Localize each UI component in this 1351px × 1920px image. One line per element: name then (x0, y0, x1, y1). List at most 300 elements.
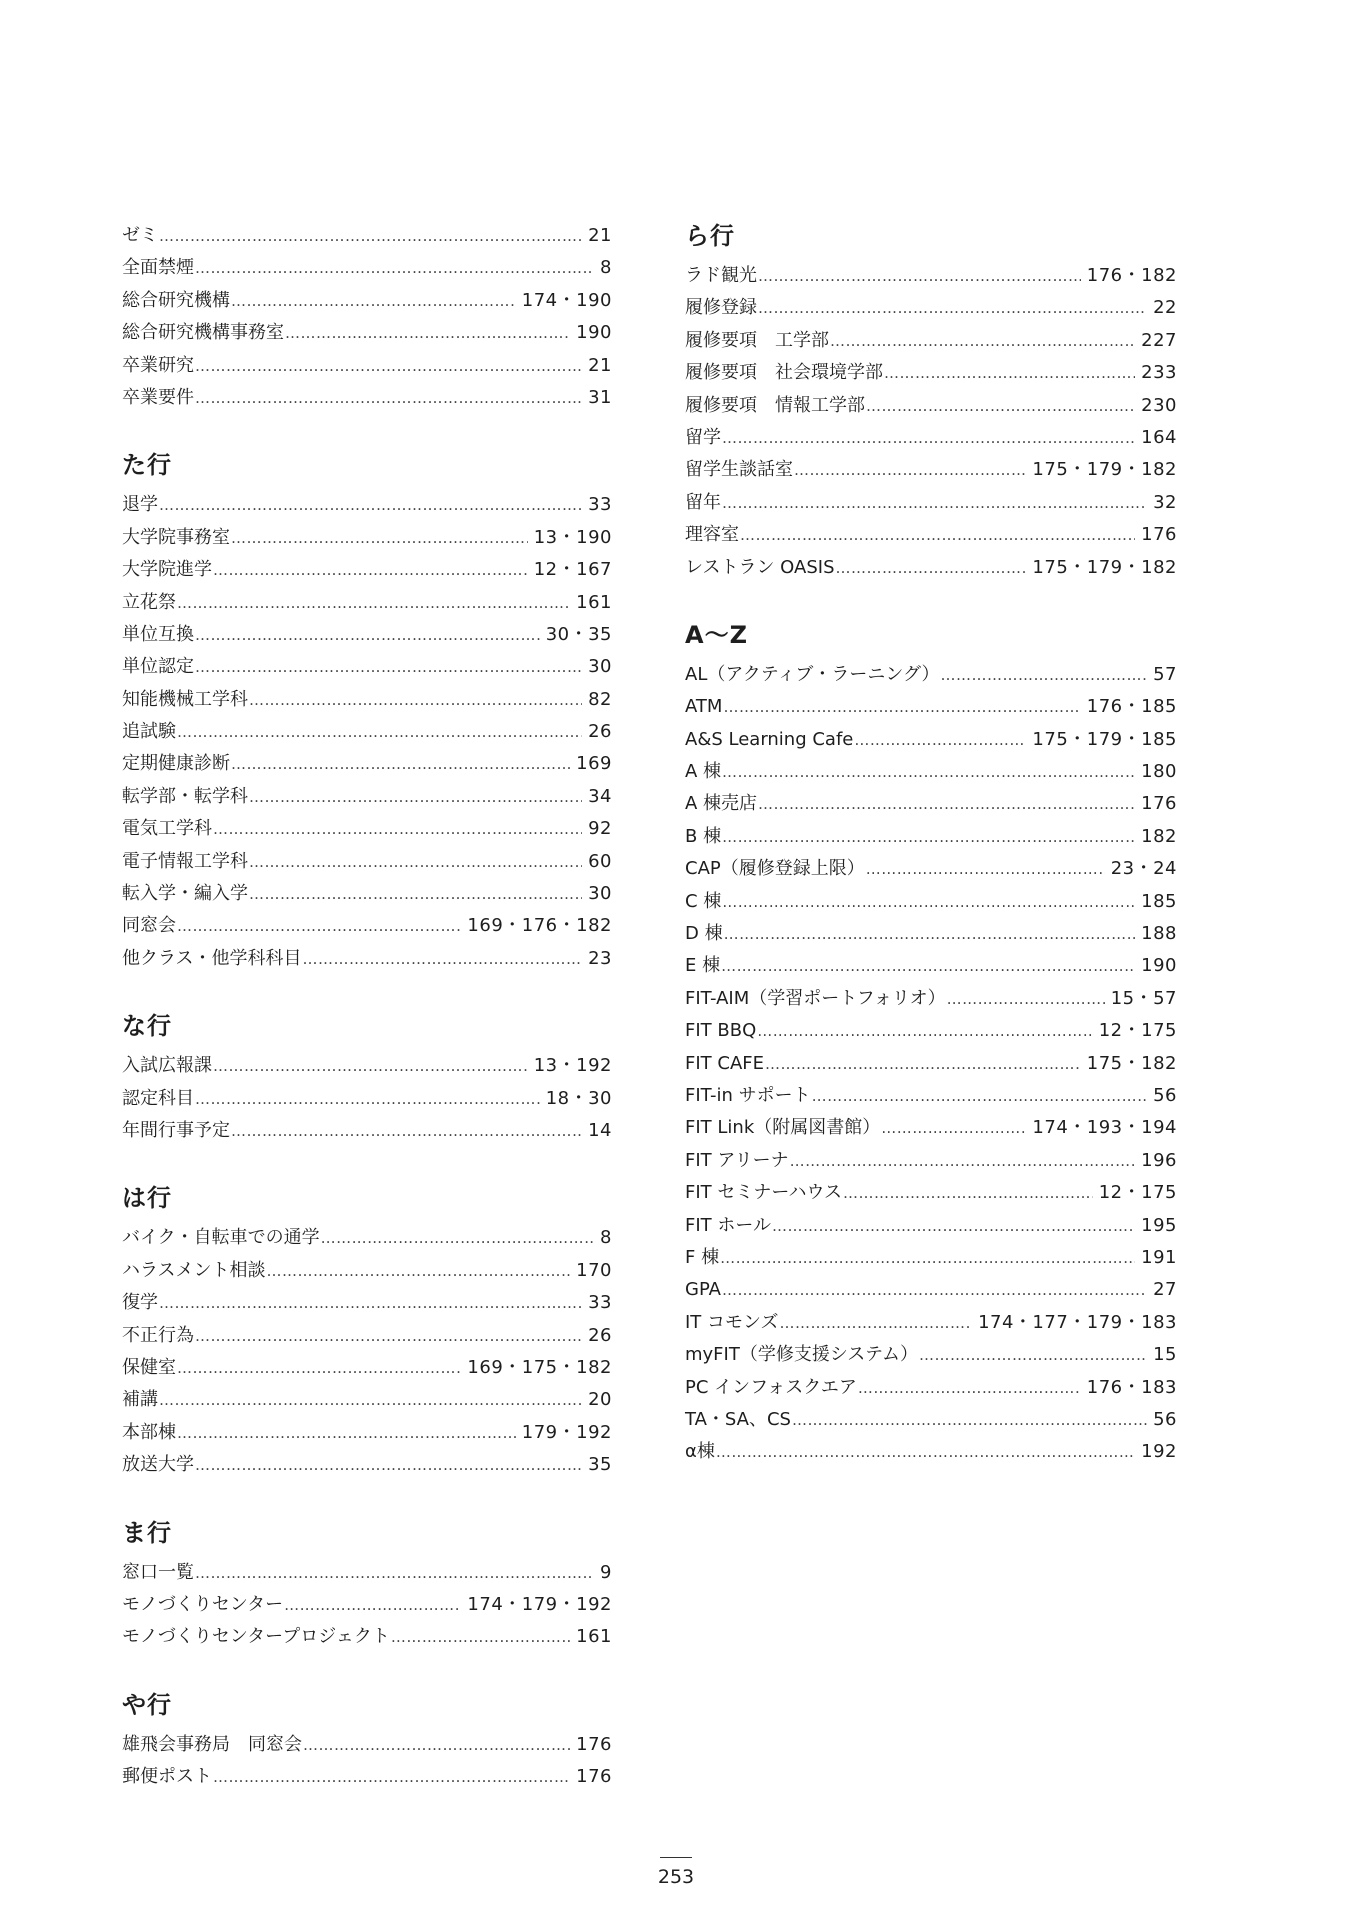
index-term: FIT-in サポート (685, 1084, 811, 1106)
index-entry (122, 1050, 612, 1082)
index-entry (122, 878, 612, 910)
index-pages: 192 (1141, 1441, 1177, 1463)
index-entry (122, 1255, 612, 1287)
page-number: 253 (657, 1866, 695, 1888)
index-pages: 196 (1141, 1149, 1177, 1171)
dot-leader (195, 1320, 582, 1352)
dot-leader (195, 382, 582, 414)
index-term: ラド観光 (685, 265, 757, 286)
dot-leader (213, 813, 582, 845)
dot-leader (884, 357, 1135, 389)
index-pages: 195 (1141, 1214, 1177, 1236)
index-pages: 30 (588, 656, 612, 678)
index-pages: 188 (1141, 923, 1177, 945)
index-term: 留学生談話室 (685, 459, 793, 481)
index-term: C 棟 (685, 890, 722, 912)
index-term: 知能機械工学科 (122, 688, 248, 710)
index-entry (122, 1384, 612, 1416)
dot-leader (213, 554, 528, 586)
index-pages: 161 (576, 1626, 612, 1648)
index-term: 留年 (685, 491, 721, 513)
index-pages: 185 (1141, 890, 1177, 912)
index-entry (122, 846, 612, 878)
index-term: 保健室 (122, 1356, 176, 1378)
index-term: 全面禁煙 (122, 257, 194, 279)
dot-leader (740, 519, 1135, 551)
index-pages: 230 (1141, 394, 1177, 416)
index-term: A 棟売店 (685, 793, 758, 815)
dot-leader (858, 1372, 1081, 1404)
index-entry (685, 1372, 1177, 1404)
index-entry (685, 1080, 1177, 1112)
index-term: 履修登録 (685, 297, 757, 319)
dot-leader (721, 950, 1135, 982)
index-entry (685, 1274, 1177, 1306)
index-pages: 82 (588, 688, 612, 710)
index-term: 退学 (122, 494, 158, 516)
page-footer (651, 1857, 701, 1888)
index-entry (122, 1761, 612, 1793)
index-pages: 191 (1141, 1246, 1177, 1268)
dot-leader (195, 651, 582, 683)
index-entry (122, 1589, 612, 1621)
index-pages: 30 (588, 883, 612, 905)
section-heading: な行 (122, 1012, 172, 1041)
dot-leader (790, 1145, 1135, 1177)
dot-leader (249, 684, 582, 716)
dot-leader (722, 1274, 1147, 1306)
index-term: 卒業要件 (122, 386, 194, 408)
dot-leader (303, 1729, 570, 1761)
index-entry (122, 1729, 612, 1761)
index-pages: 32 (1153, 491, 1177, 513)
index-pages: 9 (600, 1561, 612, 1583)
index-entry (685, 519, 1177, 551)
dot-leader (177, 910, 461, 942)
index-term: 履修要項 情報工学部 (685, 394, 865, 416)
index-pages: 190 (1141, 955, 1177, 977)
section-heading: や行 (122, 1690, 172, 1719)
index-section (685, 619, 1177, 1469)
index-entry (122, 716, 612, 748)
dot-leader (249, 878, 582, 910)
index-term: A 棟 (685, 761, 722, 783)
index-column-right (685, 220, 1177, 1504)
index-term: FIT ホール (685, 1214, 772, 1236)
dot-leader (266, 1255, 570, 1287)
index-entry (685, 552, 1177, 584)
index-pages: 176 (1141, 793, 1177, 815)
dot-leader (391, 1621, 570, 1653)
index-pages: 176 (576, 1766, 612, 1788)
index-entry (685, 1015, 1177, 1047)
index-section (685, 220, 1177, 584)
index-term: 総合研究機構事務室 (122, 322, 284, 344)
index-entry (685, 292, 1177, 324)
index-term: モノづくりセンター (122, 1593, 284, 1615)
dot-leader (321, 1222, 594, 1254)
dot-leader (830, 325, 1135, 357)
section-heading: ら行 (685, 222, 735, 250)
dot-leader (757, 1015, 1092, 1047)
index-pages: 175・179・182 (1032, 459, 1177, 481)
dot-leader (836, 552, 1027, 584)
index-term: 不正行為 (122, 1324, 194, 1346)
index-section (122, 1689, 612, 1794)
index-pages: 176・185 (1086, 696, 1177, 718)
index-term: 復学 (122, 1292, 158, 1314)
index-entry (122, 1621, 612, 1653)
dot-leader (866, 390, 1135, 422)
index-pages: 182 (1141, 825, 1177, 847)
index-pages: 8 (600, 1227, 612, 1249)
index-column-left (122, 220, 612, 1828)
index-pages: 18・30 (545, 1087, 612, 1109)
index-entry (122, 1115, 612, 1147)
index-entry (685, 1307, 1177, 1339)
index-pages: 170 (576, 1259, 612, 1281)
index-entry (685, 390, 1177, 422)
index-entry (685, 1436, 1177, 1468)
index-entry (685, 487, 1177, 519)
index-pages: 169・176・182 (467, 915, 612, 937)
index-pages: 57 (1153, 663, 1177, 685)
dot-leader (159, 1287, 582, 1319)
dot-leader (302, 943, 582, 975)
index-pages: 175・182 (1086, 1052, 1177, 1074)
index-term: 追試験 (122, 721, 176, 743)
index-entry (685, 454, 1177, 486)
dot-leader (794, 454, 1026, 486)
index-term: 大学院進学 (122, 559, 212, 581)
index-entry (685, 983, 1177, 1015)
index-entry (122, 943, 612, 975)
index-entry (685, 886, 1177, 918)
dot-leader (195, 619, 540, 651)
dot-leader (285, 317, 570, 349)
index-pages: 33 (588, 1292, 612, 1314)
index-entry (685, 1145, 1177, 1177)
dot-leader (854, 724, 1026, 756)
index-entry (122, 1449, 612, 1481)
index-term: 同窓会 (122, 915, 176, 937)
index-pages: 26 (588, 721, 612, 743)
index-pages: 190 (576, 322, 612, 344)
index-term: 本部棟 (122, 1421, 176, 1443)
index-pages: 34 (588, 785, 612, 807)
dot-leader (947, 983, 1105, 1015)
index-entry (122, 350, 612, 382)
index-pages: 179・192 (521, 1421, 612, 1443)
dot-leader (213, 1761, 570, 1793)
dot-leader (177, 587, 570, 619)
dot-leader (195, 350, 582, 382)
index-term: 立花祭 (122, 591, 176, 613)
index-entry (122, 1222, 612, 1254)
index-term: 履修要項 工学部 (685, 329, 829, 351)
dot-leader (772, 1210, 1135, 1242)
index-entry (122, 781, 612, 813)
index-term: 他クラス・他学科科目 (122, 947, 302, 969)
index-term: PC インフォスクエア (685, 1376, 857, 1398)
dot-leader (195, 252, 594, 284)
index-pages: 23・24 (1110, 858, 1177, 880)
dot-leader (941, 659, 1148, 691)
dot-leader (758, 788, 1135, 820)
index-pages: 31 (588, 386, 612, 408)
index-entry (685, 853, 1177, 885)
index-term: FIT Link（附属図書館） (685, 1117, 881, 1139)
index-term: 理容室 (685, 524, 739, 546)
index-term: 転入学・編入学 (122, 883, 248, 905)
index-term: GPA (685, 1279, 721, 1301)
index-entry (122, 554, 612, 586)
index-entry (122, 317, 612, 349)
index-entry (122, 252, 612, 284)
index-term: レストラン OASIS (685, 556, 835, 578)
index-pages: 27 (1153, 1279, 1177, 1301)
dot-leader (758, 260, 1081, 292)
index-pages: 164 (1141, 426, 1177, 448)
index-term: 定期健康診断 (122, 753, 230, 775)
index-section (122, 1182, 612, 1481)
index-entry (122, 651, 612, 683)
dot-leader (724, 918, 1136, 950)
index-entry (122, 522, 612, 554)
index-term: 電気工学科 (122, 818, 212, 840)
dot-leader (231, 1115, 582, 1147)
index-term: 留学 (685, 426, 721, 448)
index-pages: 60 (588, 850, 612, 872)
index-term: TA・SA、CS (685, 1408, 791, 1430)
dot-leader (780, 1307, 973, 1339)
dot-leader (723, 691, 1080, 723)
index-pages: 174・179・192 (467, 1593, 612, 1615)
index-term: FIT セミナーハウス (685, 1182, 842, 1204)
dot-leader (213, 1050, 528, 1082)
index-entry (685, 325, 1177, 357)
index-section (122, 449, 612, 975)
index-term: D 棟 (685, 923, 723, 945)
index-term: 単位認定 (122, 656, 194, 678)
index-entry (685, 788, 1177, 820)
dot-leader (159, 489, 582, 521)
dot-leader (722, 821, 1135, 853)
dot-leader (919, 1339, 1147, 1371)
index-pages: 35 (588, 1454, 612, 1476)
dot-leader (720, 1242, 1135, 1274)
index-term: 放送大学 (122, 1454, 194, 1476)
index-entry (122, 1320, 612, 1352)
index-entry (685, 357, 1177, 389)
dot-leader (866, 853, 1105, 885)
index-pages: 12・167 (533, 559, 612, 581)
index-entry (122, 1352, 612, 1384)
index-section (122, 1517, 612, 1654)
index-term: 窓口一覧 (122, 1561, 194, 1583)
dot-leader (231, 522, 528, 554)
section-heading: た行 (122, 451, 172, 480)
index-pages: 23 (588, 947, 612, 969)
index-term: IT コモンズ (685, 1311, 779, 1333)
index-pages: 174・193・194 (1032, 1117, 1177, 1139)
dot-leader (231, 748, 570, 780)
index-entry (685, 1177, 1177, 1209)
index-term: 総合研究機構 (122, 289, 230, 311)
index-pages: 174・177・179・183 (978, 1311, 1177, 1333)
index-pages: 56 (1153, 1408, 1177, 1430)
index-term: 入試広報課 (122, 1055, 212, 1077)
index-entry (122, 619, 612, 651)
index-term: α棟 (685, 1441, 715, 1463)
index-pages: 175・179・182 (1032, 556, 1177, 578)
index-pages: 33 (588, 494, 612, 516)
index-entry (122, 1083, 612, 1115)
dot-leader (843, 1177, 1093, 1209)
index-term: CAP（履修登録上限） (685, 858, 865, 880)
dot-leader (881, 1112, 1026, 1144)
index-pages: 180 (1141, 761, 1177, 783)
dot-leader (249, 781, 582, 813)
index-entry (122, 910, 612, 942)
index-term: 単位互換 (122, 623, 194, 645)
index-pages: 227 (1141, 329, 1177, 351)
dot-leader (722, 487, 1147, 519)
index-entry (122, 684, 612, 716)
dot-leader (758, 292, 1147, 324)
index-term: AL（アクティブ・ラーニング） (685, 663, 940, 685)
index-entry (685, 821, 1177, 853)
index-pages: 21 (588, 354, 612, 376)
index-entry (685, 1210, 1177, 1242)
index-term: ATM (685, 696, 723, 718)
dot-leader (716, 1436, 1135, 1468)
index-entry (685, 1339, 1177, 1371)
index-entry (685, 1242, 1177, 1274)
dot-leader (177, 1352, 461, 1384)
section-heading: ま行 (122, 1518, 172, 1547)
index-term: 転学部・転学科 (122, 785, 248, 807)
index-entry (685, 260, 1177, 292)
index-pages: 169・175・182 (467, 1356, 612, 1378)
index-pages: 176・182 (1086, 265, 1177, 286)
index-entry (122, 1417, 612, 1449)
index-entry (122, 587, 612, 619)
index-pages: 13・192 (533, 1055, 612, 1077)
index-entry (685, 1112, 1177, 1144)
index-entry (685, 724, 1177, 756)
dot-leader (722, 422, 1135, 454)
section-heading: A〜Z (685, 620, 748, 649)
index-pages: 176・183 (1086, 1376, 1177, 1398)
dot-leader (792, 1404, 1147, 1436)
index-pages: 22 (1153, 297, 1177, 319)
dot-leader (231, 285, 516, 317)
index-term: myFIT（学修支援システム） (685, 1344, 919, 1366)
index-pages: 161 (576, 591, 612, 613)
index-entry (685, 950, 1177, 982)
index-entry (122, 1287, 612, 1319)
index-pages: 26 (588, 1324, 612, 1346)
dot-leader (195, 1557, 594, 1589)
index-term: 電子情報工学科 (122, 850, 248, 872)
dot-leader (177, 716, 582, 748)
dot-leader (177, 1417, 516, 1449)
index-entry (685, 691, 1177, 723)
index-term: 雄飛会事務局 同窓会 (122, 1733, 302, 1755)
index-pages: 12・175 (1098, 1020, 1177, 1042)
index-entry (685, 422, 1177, 454)
index-term: E 棟 (685, 955, 721, 977)
index-section (122, 1010, 612, 1147)
index-section (122, 220, 612, 414)
index-term: 卒業研究 (122, 354, 194, 376)
index-term: A&S Learning Cafe (685, 728, 854, 750)
index-pages: 12・175 (1098, 1182, 1177, 1204)
dot-leader (284, 1589, 461, 1621)
index-pages: 14 (588, 1119, 612, 1141)
index-entry (122, 489, 612, 521)
index-term: FIT BBQ (685, 1020, 757, 1042)
index-pages: 8 (600, 257, 612, 279)
index-pages: 56 (1153, 1084, 1177, 1106)
index-pages: 21 (588, 225, 612, 246)
index-term: 補講 (122, 1389, 158, 1411)
index-term: モノづくりセンタープロジェクト (122, 1626, 390, 1648)
index-pages: 15 (1153, 1344, 1177, 1366)
index-term: 履修要項 社会環境学部 (685, 362, 883, 384)
page-number-rule (660, 1857, 692, 1858)
index-pages: 15・57 (1110, 987, 1177, 1009)
dot-leader (765, 1048, 1081, 1080)
index-pages: 174・190 (521, 289, 612, 311)
index-entry (122, 220, 612, 252)
index-pages: 176 (1141, 524, 1177, 546)
index-pages: 92 (588, 818, 612, 840)
index-entry (685, 659, 1177, 691)
dot-leader (722, 886, 1135, 918)
index-pages: 169 (576, 753, 612, 775)
index-term: 年間行事予定 (122, 1119, 230, 1141)
dot-leader (195, 1083, 540, 1115)
index-pages: 233 (1141, 362, 1177, 384)
index-entry (122, 813, 612, 845)
index-term: 郵便ポスト (122, 1766, 212, 1788)
section-heading: は行 (122, 1184, 172, 1213)
index-term: 大学院事務室 (122, 526, 230, 548)
dot-leader (159, 1384, 582, 1416)
index-entry (685, 756, 1177, 788)
index-entry (685, 1048, 1177, 1080)
index-pages: 175・179・185 (1032, 728, 1177, 750)
index-pages: 176 (576, 1733, 612, 1755)
index-pages: 20 (588, 1389, 612, 1411)
index-entry (122, 285, 612, 317)
index-term: ゼミ (122, 225, 158, 246)
index-term: F 棟 (685, 1246, 720, 1268)
index-pages: 13・190 (533, 526, 612, 548)
index-entry (122, 748, 612, 780)
index-entry (122, 382, 612, 414)
index-entry (685, 918, 1177, 950)
index-term: B 棟 (685, 825, 722, 847)
index-entry (685, 1404, 1177, 1436)
index-pages: 30・35 (545, 623, 612, 645)
dot-leader (249, 846, 582, 878)
dot-leader (722, 756, 1135, 788)
dot-leader (195, 1449, 582, 1481)
index-term: FIT アリーナ (685, 1149, 789, 1171)
